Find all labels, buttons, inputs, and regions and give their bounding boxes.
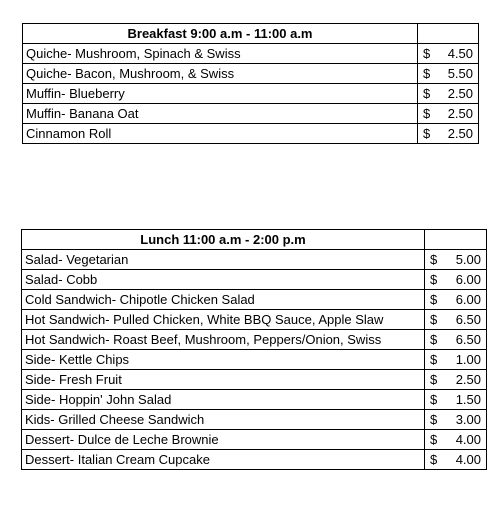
menu-item-row	[22, 270, 487, 290]
menu-item-price-cell	[418, 124, 479, 144]
menu-item-row	[23, 104, 479, 124]
menu-item-price-cell	[425, 350, 487, 370]
menu-item-name: Salad- Cobb	[22, 270, 425, 290]
menu-item-row	[22, 370, 487, 390]
currency-symbol: $	[423, 46, 431, 61]
currency-symbol: $	[430, 312, 438, 327]
menu-item-name: Kids- Grilled Cheese Sandwich	[22, 410, 425, 430]
menu-item-price-cell	[425, 390, 487, 410]
menu-item-price-cell	[418, 64, 479, 84]
menu-item-name: Side- Kettle Chips	[22, 350, 425, 370]
currency-symbol: $	[423, 66, 431, 81]
menu-item-price-cell	[418, 44, 479, 64]
breakfast-header: Breakfast 9:00 a.m - 11:00 a.m	[23, 24, 418, 44]
menu-item-price: 2.50	[455, 372, 481, 387]
menu-item-name: Muffin- Blueberry	[23, 84, 418, 104]
menu-item-name: Hot Sandwich- Roast Beef, Mushroom, Peppers/Onion, Swiss	[22, 330, 425, 350]
menu-item-price: 1.00	[455, 352, 481, 367]
menu-item-row	[22, 390, 487, 410]
menu-item-price: 5.00	[455, 252, 481, 267]
currency-symbol: $	[430, 372, 438, 387]
menu-item-price-cell	[425, 430, 487, 450]
menu-item-price: 6.50	[455, 332, 481, 347]
menu-item-price-cell	[418, 84, 479, 104]
menu-item-name: Quiche- Bacon, Mushroom, & Swiss	[23, 64, 418, 84]
currency-symbol: $	[423, 86, 431, 101]
menu-item-row	[23, 64, 479, 84]
breakfast-header-row	[23, 24, 479, 44]
menu-item-price-cell	[425, 290, 487, 310]
currency-symbol: $	[430, 352, 438, 367]
menu-item-name: Quiche- Mushroom, Spinach & Swiss	[23, 44, 418, 64]
menu-item-row	[22, 330, 487, 350]
menu-item-row	[23, 84, 479, 104]
menu-item-name: Cinnamon Roll	[23, 124, 418, 144]
menu-item-row	[23, 44, 479, 64]
menu-item-price: 6.00	[455, 272, 481, 287]
menu-item-price-cell	[425, 370, 487, 390]
menu-item-name: Side- Fresh Fruit	[22, 370, 425, 390]
lunch-menu-body	[22, 230, 487, 470]
menu-item-price: 4.00	[455, 432, 481, 447]
menu-item-price-cell	[425, 450, 487, 470]
menu-item-price: 2.50	[447, 126, 473, 141]
currency-symbol: $	[430, 252, 438, 267]
currency-symbol: $	[430, 432, 438, 447]
currency-symbol: $	[430, 412, 438, 427]
menu-item-price-cell	[425, 410, 487, 430]
menu-item-name: Salad- Vegetarian	[22, 250, 425, 270]
menu-item-price: 5.50	[447, 66, 473, 81]
currency-symbol: $	[430, 392, 438, 407]
menu-item-row	[22, 290, 487, 310]
menu-item-price: 2.50	[447, 106, 473, 121]
lunch-header-price-cell	[425, 230, 487, 250]
currency-symbol: $	[430, 272, 438, 287]
currency-symbol: $	[423, 106, 431, 121]
menu-item-name: Side- Hoppin' John Salad	[22, 390, 425, 410]
menu-item-price-cell	[418, 104, 479, 124]
menu-item-name: Muffin- Banana Oat	[23, 104, 418, 124]
menu-item-price: 6.00	[455, 292, 481, 307]
breakfast-header-price-cell	[418, 24, 479, 44]
menu-item-price-cell	[425, 270, 487, 290]
currency-symbol: $	[430, 292, 438, 307]
menu-item-price-cell	[425, 250, 487, 270]
breakfast-menu-body	[23, 24, 479, 144]
menu-item-row	[23, 124, 479, 144]
lunch-menu-table	[21, 229, 487, 470]
menu-item-name: Hot Sandwich- Pulled Chicken, White BBQ Sauce, Apple Slaw	[22, 310, 425, 330]
menu-item-row	[22, 410, 487, 430]
menu-item-price: 3.00	[455, 412, 481, 427]
menu-item-price: 4.00	[455, 452, 481, 467]
menu-item-name: Dessert- Italian Cream Cupcake	[22, 450, 425, 470]
menu-item-price: 2.50	[447, 86, 473, 101]
menu-item-name: Dessert- Dulce de Leche Brownie	[22, 430, 425, 450]
menu-item-row	[22, 350, 487, 370]
menu-item-row	[22, 310, 487, 330]
currency-symbol: $	[423, 126, 431, 141]
breakfast-menu-table	[22, 23, 479, 144]
menu-item-price: 1.50	[455, 392, 481, 407]
menu-item-name: Cold Sandwich- Chipotle Chicken Salad	[22, 290, 425, 310]
lunch-header: Lunch 11:00 a.m - 2:00 p.m	[22, 230, 425, 250]
menu-item-price: 6.50	[455, 312, 481, 327]
currency-symbol: $	[430, 452, 438, 467]
menu-item-price-cell	[425, 330, 487, 350]
currency-symbol: $	[430, 332, 438, 347]
lunch-header-row	[22, 230, 487, 250]
menu-item-price: 4.50	[447, 46, 473, 61]
menu-item-price-cell	[425, 310, 487, 330]
menu-item-row	[22, 430, 487, 450]
menu-item-row	[22, 450, 487, 470]
menu-item-row	[22, 250, 487, 270]
